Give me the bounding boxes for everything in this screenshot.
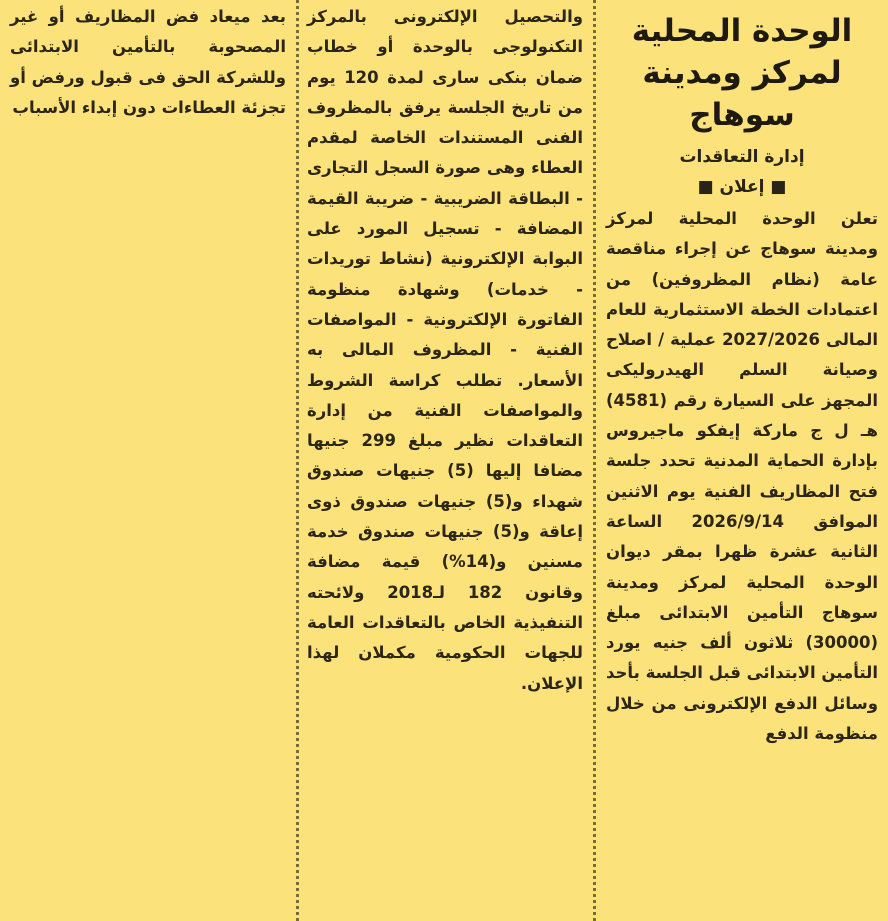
notice-column-right xyxy=(598,0,888,921)
column-divider-left xyxy=(296,0,299,921)
notice-body-right: تعلن الوحدة المحلية لمركز ومدينة سوهاج عن إجراء مناقصة عامة (نظام المظروفين) من اعتمادات الخطة الاستثمارية للعام المالى 2027/2026 عملية / اصلاح وصيانة السلم الهيدروليكى المجهز على السيارة رقم (4581) هـ ل ج ماركة إيفكو ماجيروس بإدارة الحماية المدنية تحدد جلسة فتح المظاريف الفنية يوم الاثنين الموافق 2026/9/14 الساعة الثانية عشرة ظهرا بمقر ديوان الوحدة المحلية لمركز ومدينة سوهاج التأمين الابتدائى مبلغ (30000) ثلاثون ألف جنيه يورد التأمين الابتدائى قبل الجلسة بأحد وسائل الدفع الإلكترونى من خلال منظومة الدفع xyxy=(606,209,878,744)
notice-body-middle: والتحصيل الإلكترونى بالمركز التكنولوجى بالوحدة أو خطاب ضمان بنكى سارى لمدة 120 يوم من تاريخ الجلسة يرفق بالمظروف الفنى المستندات الخاصة لمقدم العطاء وهى صورة السجل التجارى - البطاقة الضريبية - ضريبة القيمة المضافة - تسجيل المورد على البوابة الإلكترونية (نشاط توريدات - خدمات) وشهادة منظومة الفاتورة الإلكترونية - المواصفات الفنية - المظروف المالى به الأسعار. تطلب كراسة الشروط والمواصفات الفنية من إدارة التعاقدات نظير مبلغ 299 جنيها مضافا إليها (5) جنيهات صندوق شهداء و(5) جنيهات صندوق ذوى إعاقة و(5) جنيهات صندوق خدمة مسنين و(14%) قيمة مضافة وقانون 182 لـ2018 ولائحته التنفيذية الخاص بالتعاقدات العامة للجهات الحكومية مكملان لهذا الإعلان. xyxy=(307,7,584,693)
notice-column-middle xyxy=(301,0,591,921)
notice-body-left: بعد ميعاد فض المظاريف أو غير المصحوبة بالتأمين الابتدائى وللشركة الحق فى قبول ورفض أو تجزئة العطاءات دون إبداء الأسباب xyxy=(10,7,286,117)
column-divider-right xyxy=(593,0,596,921)
announcement-label: ■ إعلان ■ xyxy=(697,177,787,197)
notice-headline: الوحدة المحلية لمركز ومدينة سوهاج xyxy=(631,13,853,133)
notice-column-left xyxy=(0,0,294,921)
department-name: إدارة التعاقدات xyxy=(679,147,805,167)
